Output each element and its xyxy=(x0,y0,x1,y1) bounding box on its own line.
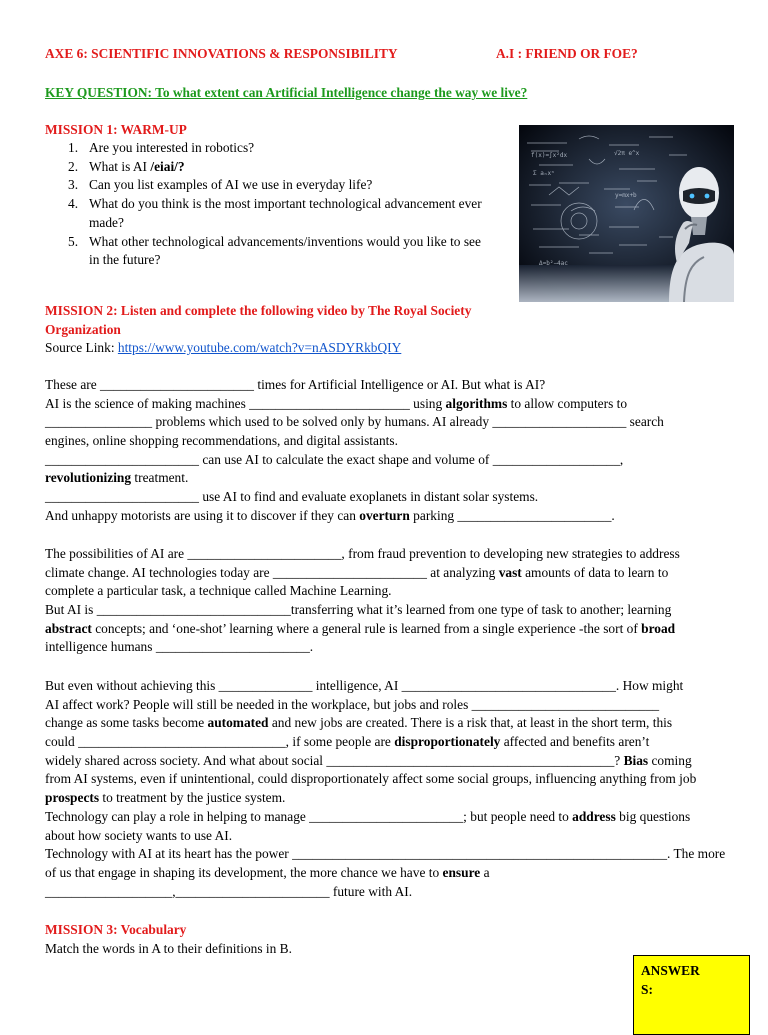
list-item: 5. What other technological advancements/inventions would you like to see in the future? xyxy=(68,233,481,268)
mission2-title: MISSION 2: Listen and complete the following video by The Royal Society Organization xyxy=(45,303,472,337)
paragraph-2: The possibilities of AI are _______________________, from fraud prevention to developing new strategies to address climate change. AI technologies today are _______________________ at analyzing vast amounts of data to learn to complete a particular task, a technique called Machine Learning. But AI is _____________________________transferring what it’s learned from one type of task to another; learning abstract concepts; and ‘one-shot’ learning where a general rule is learned from a single experience -the sort of broad intelligence humans _______________________. xyxy=(45,546,680,655)
svg-text:f(x)=∫x²dx: f(x)=∫x²dx xyxy=(531,152,568,159)
axe-title: AXE 6: SCIENTIFIC INNOVATIONS & RESPONSIBILITY xyxy=(45,46,398,61)
svg-text:Δ=b²−4ac: Δ=b²−4ac xyxy=(539,260,568,267)
mission3-title: MISSION 3: Vocabulary xyxy=(45,922,187,937)
svg-text:y=mx+b: y=mx+b xyxy=(615,192,637,199)
answers-box[interactable]: ANSWER S: xyxy=(633,955,750,1035)
robot-thinking-image xyxy=(519,125,734,302)
svg-text:√2π e^x: √2π e^x xyxy=(614,150,640,157)
list-item: 1. Are you interested in robotics? xyxy=(68,140,255,155)
key-question: KEY QUESTION: To what extent can Artificial Intelligence change the way we live? xyxy=(45,85,528,100)
list-item: 2. What is AI /eiai/? xyxy=(68,158,185,174)
list-item: 3. Can you list examples of AI we use in everyday life? xyxy=(68,177,373,193)
list-item: 4. What do you think is the most important technological advancement ever made? xyxy=(68,196,482,230)
source-link-line: Source Link: https://www.youtube.com/watch?v=nASDYRkbQIY xyxy=(45,340,402,355)
source-link[interactable]: https://www.youtube.com/watch?v=nASDYRkbQIY xyxy=(117,340,402,355)
mission1-title: MISSION 1: WARM-UP xyxy=(45,122,187,137)
svg-text:Σ aₙxⁿ: Σ aₙxⁿ xyxy=(533,170,555,177)
robot-illustration xyxy=(519,125,734,302)
paragraph-1: These are _______________________ times for Artificial Intelligence or AI. But what is AI? AI is the science of making machines ________________________ using algorithms to allow computers to ________________ problems which used to be solved only by humans. AI already ____________________ search engines, online shopping recommendations, and digital assistants. _______________________ can use AI to calculate the exact shape and volume of ___________________, revolutionizing treatment. _______________________ use AI to find and evaluate exoplanets in distant solar systems. And unhappy motorists are using it to discover if they can overturn parking _______________________. xyxy=(45,377,664,523)
warmup-question-list xyxy=(45,139,545,270)
paragraph-3: But even without achieving this ______________ intelligence, AI ________________________________. How might AI affect work? People will still be needed in the workplace, but jobs and roles ____________________________ change as some tasks become automated and new jobs are created. There is a risk that, at least in the short term, this could _______________________________, if some people are disproportionately affected and benefits aren’t widely shared across society. And what about social ___________________________________________? Bias coming from AI systems, even if unintentional, could disproportionately affect some social groups, influencing anything from job prospects to treatment by the justice system. Technology can play a role in helping to manage _______________________; but people need to address big questions about how society wants to use AI. Technology with AI at its heart has the power ________________________________________________________. The more of us that engage in shaping its development, the more chance we have to ensure a ___________________,_______________________ future with AI. xyxy=(45,678,726,899)
mission3-instruction: Match the words in A to their definitions in B. xyxy=(45,941,292,956)
topic-title: A.I : FRIEND OR FOE? xyxy=(496,46,638,61)
